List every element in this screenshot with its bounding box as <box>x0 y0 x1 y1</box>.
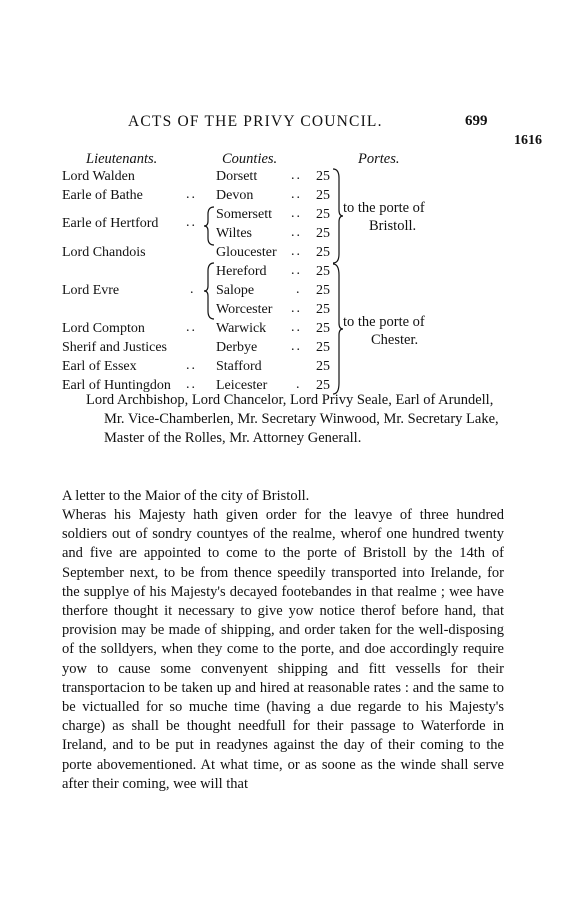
number-cell: 25 <box>316 302 330 317</box>
county-cell: Devon <box>216 188 254 203</box>
port-chester-line2: Chester. <box>371 332 419 348</box>
running-head: ACTS OF THE PRIVY COUNCIL. <box>128 113 383 130</box>
number-cell: 25 <box>316 359 330 374</box>
number-cell: 25 <box>316 340 330 355</box>
number-cell: 25 <box>316 207 330 222</box>
leader-dots: .. <box>291 168 302 183</box>
lieutenant-cell: Sherif and Justices <box>62 340 167 355</box>
county-brace-hertford <box>203 206 215 246</box>
number-cell: 25 <box>316 226 330 241</box>
leader-dots: .. <box>291 339 302 354</box>
county-cell: Gloucester <box>216 245 277 260</box>
column-header-counties: Counties. <box>222 151 278 167</box>
number-cell: 25 <box>316 245 330 260</box>
margin-year: 1616 <box>514 133 542 148</box>
leader-dots: .. <box>186 377 197 392</box>
county-cell: Stafford <box>216 359 262 374</box>
leader-dots: .. <box>291 187 302 202</box>
leader-dots: .. <box>186 320 197 335</box>
county-cell: Derbye <box>216 340 258 355</box>
lieutenant-cell: Earl of Huntingdon <box>62 378 171 393</box>
leader-dots: .. <box>291 206 302 221</box>
county-cell: Wiltes <box>216 226 252 241</box>
port-chester-line1: to the porte of <box>343 314 425 330</box>
lieutenant-cell: Lord Compton <box>62 321 145 336</box>
number-cell: 25 <box>316 264 330 279</box>
county-cell: Somersett <box>216 207 272 222</box>
number-cell: 25 <box>316 188 330 203</box>
lieutenant-cell: Earl of Essex <box>62 359 137 374</box>
leader-dots: .. <box>186 215 197 230</box>
lieutenant-cell: Earle of Hertford <box>62 216 159 231</box>
lieutenant-cell: Lord Evre <box>62 283 120 298</box>
page-number: 699 <box>465 113 488 129</box>
lieutenant-cell: Lord Chandois <box>62 245 146 260</box>
present-list: Lord Archbishop, Lord Chancelor, Lord Privy Seale, Earl of Arundell, Mr. Vice-Chamberlen, Mr. Secretary Winwood, Mr. Secretary Lake, Master of the Rolles, Mr. Attorney Generall. <box>86 392 499 446</box>
county-cell: Dorsett <box>216 169 258 184</box>
leader-dots: .. <box>291 320 302 335</box>
leader-dots: . <box>296 282 302 297</box>
county-cell: Worcester <box>216 302 273 317</box>
leader-dots: .. <box>186 358 197 373</box>
number-cell: 25 <box>316 378 330 393</box>
number-cell: 25 <box>316 283 330 298</box>
number-cell: 25 <box>316 321 330 336</box>
port-bristol-line2: Bristoll. <box>369 218 417 234</box>
port-bristol-line1: to the porte of <box>343 200 425 216</box>
leader-dots: . <box>190 282 196 297</box>
present-councillors <box>86 391 504 448</box>
lieutenant-cell: Lord Walden <box>62 169 135 184</box>
leader-dots: .. <box>291 301 302 316</box>
leader-dots: .. <box>291 263 302 278</box>
column-header-lieutenants: Lieutenants. <box>86 151 158 167</box>
leader-dots: . <box>296 377 302 392</box>
column-header-portes: Portes. <box>358 151 400 167</box>
number-cell: 25 <box>316 169 330 184</box>
county-brace-evre <box>203 262 215 320</box>
leader-dots: .. <box>291 225 302 240</box>
letter-heading: A letter to the Maior of the city of Bristoll. <box>62 488 310 504</box>
county-cell: Hereford <box>216 264 267 279</box>
county-cell: Warwick <box>216 321 267 336</box>
county-cell: Leicester <box>216 378 268 393</box>
county-cell: Salope <box>216 283 255 298</box>
leader-dots: .. <box>186 187 197 202</box>
leader-dots: .. <box>291 244 302 259</box>
letter-body: Wheras his Majesty hath given order for the leavye of three hundred soldiers out of sondry countyes of the realme, wherof one hundred twenty and five are appointed to come to the porte of Bristoll by the 14th of September next, to be from thence speedily transported into Irelande, for the supplye of his Majesty's decayed footebandes in that realme ; wee have therfore thought it necessary to give yow notice therof before hand, that provision may be made of shipping, and order taken for the well-disposing of the solldyers, when they come to the porte, and doe accordingly require yow to cause some convenyent shipping and fitt vessells for their transportacion to be taken up and hired at reasonable rates : and the same to be victualled for so muche time (having a due regarde to his Majesty's charge) as shall be thought needfull for their passage to Waterforde in Ireland, and to be put in readynes against the day of their coming to the porte abovementioned. At what time, or as soone as the winde shall serve after their coming, wee will that <box>62 507 504 792</box>
lieutenant-cell: Earle of Bathe <box>62 188 143 203</box>
